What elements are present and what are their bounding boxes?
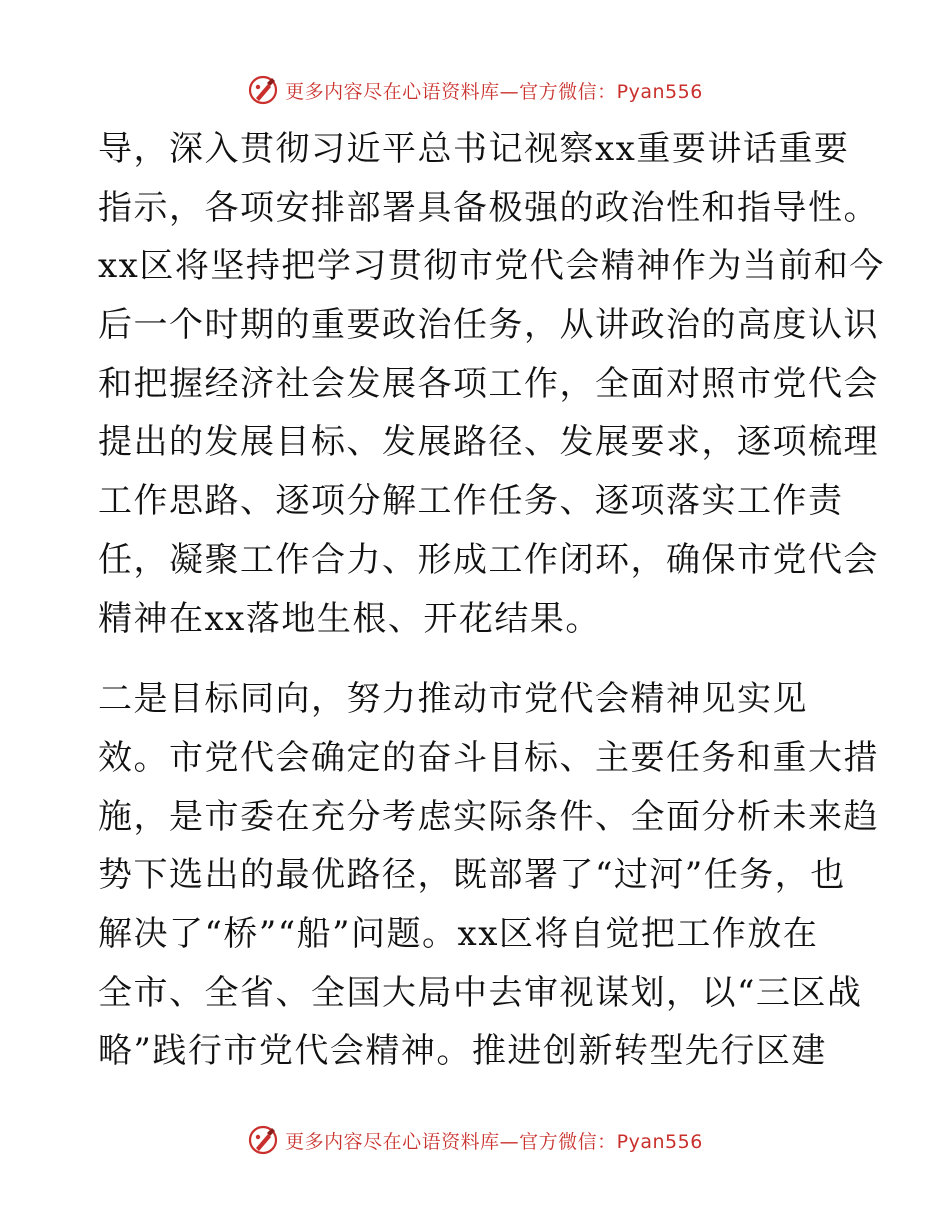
header-banner-text: 更多内容尽在心语资料库—官方微信：Pyan556 [285, 80, 703, 103]
text-line: 解决了“桥”“船”问题。xx区将自觉把工作放在 [98, 913, 819, 954]
paragraph-gap [98, 648, 868, 670]
text-line: 任，凝聚工作合力、形成工作闭环，确保市党代会 [98, 539, 879, 580]
paragraph-2 [98, 670, 879, 1081]
text-line: 效。市党代会确定的奋斗目标、主要任务和重大措 [98, 737, 879, 778]
text-line: 略”践行市党代会精神。推进创新转型先行区建 [98, 1031, 827, 1072]
fountain-pen-logo-icon [247, 1124, 279, 1156]
text-line: 势下选出的最优路径，既部署了“过河”任务，也 [98, 855, 846, 896]
text-line: 和把握经济社会发展各项工作，全面对照市党代会 [98, 363, 879, 404]
text-line: 二是目标同向，努力推动市党代会精神见实见 [98, 679, 808, 720]
text-line: 全市、全省、全国大局中去审视谋划，以“三区战 [98, 972, 863, 1013]
footer-banner-text: 更多内容尽在心语资料库—官方微信：Pyan556 [285, 1130, 703, 1153]
text-line: 提出的发展目标、发展路径、发展要求，逐项梳理 [98, 422, 879, 463]
header-banner [0, 70, 950, 110]
paragraph-1 [98, 120, 885, 648]
text-line: xx区将坚持把学习贯彻市党代会精神作为当前和今 [98, 246, 885, 287]
text-line: 施，是市委在充分考虑实际条件、全面分析未来趋 [98, 796, 879, 837]
text-line: 后一个时期的重要政治任务，从讲政治的高度认识 [98, 305, 879, 346]
text-line: 精神在xx落地生根、开花结果。 [98, 598, 601, 639]
text-line: 工作思路、逐项分解工作任务、逐项落实工作责 [98, 481, 844, 522]
text-line: 导，深入贯彻习近平总书记视察xx重要讲话重要 [98, 129, 850, 169]
document-body [98, 120, 885, 1081]
fountain-pen-logo-icon [247, 74, 279, 106]
text-line: 指示，各项安排部署具备极强的政治性和指导性。 [98, 187, 879, 228]
footer-banner [0, 1120, 950, 1160]
